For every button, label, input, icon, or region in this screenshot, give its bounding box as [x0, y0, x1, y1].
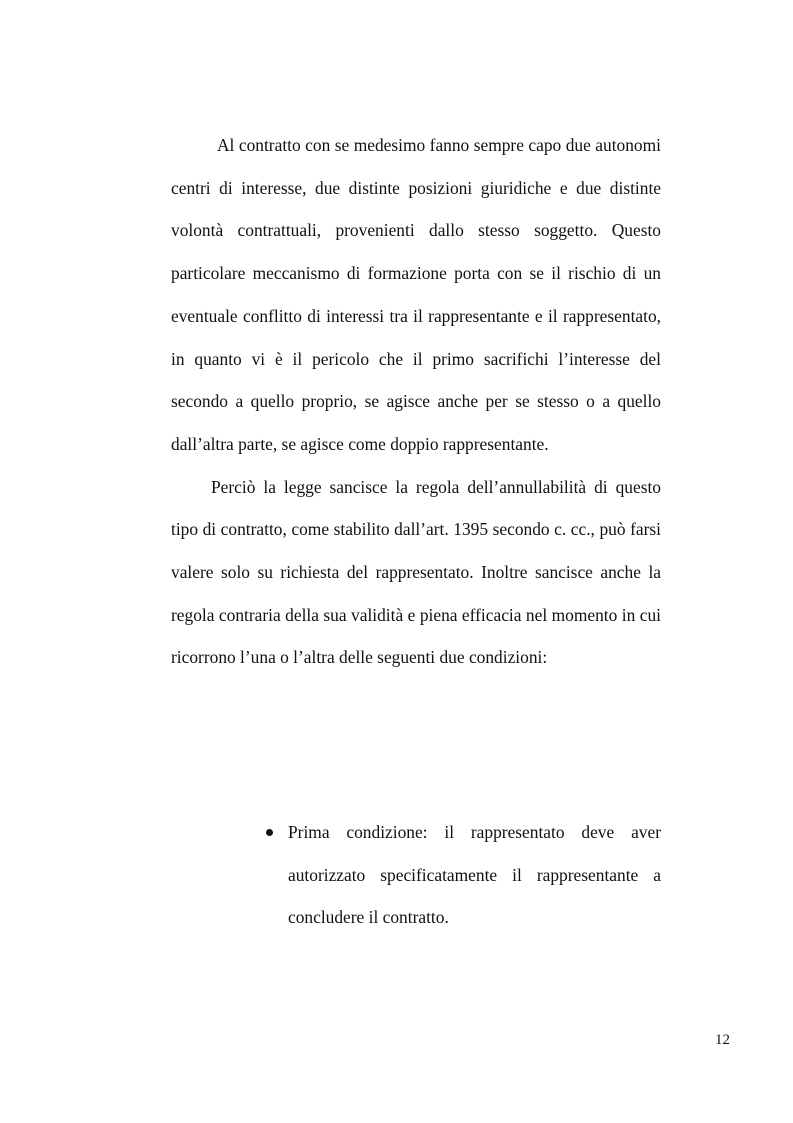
- paragraph-annullability-rule: Perciò la legge sancisce la regola dell’annullabilità di questo tipo di contratto, come stabilito dall’art. 1395 secondo c. cc., può farsi valere solo su richiesta del rappresentato. Inoltre sancisce anche la regola contraria della sua validità e piena efficacia nel momento in cui ricorrono l’una o l’altra delle seguenti due condizioni:: [171, 476, 661, 668]
- page-number: 12: [715, 1032, 730, 1048]
- paragraph-conflict-of-interest: Al contratto con se medesimo fanno sempre capo due autonomi centri di interesse, due distinte posizioni giuridiche e due distinte volontà contrattuali, provenienti dallo stesso soggetto. Questo particolare meccanismo di formazione porta con se il rischio di un eventuale conflitto di interessi tra il rappresentante e il rappresentato, in quanto vi è il pericolo che il primo sacrifichi l’interesse del secondo a quello proprio, se agisce anche per se stesso o a quello dall’altra parte, se agisce come doppio rappresentante.: [171, 135, 661, 454]
- list-item: [262, 811, 661, 939]
- bullet-icon: [266, 829, 273, 836]
- bullet-text: Prima condizione: il rappresentato deve aver autorizzato specificatamente il rappresentante a concludere il contratto.: [288, 822, 661, 928]
- conditions-list: [262, 811, 661, 939]
- body-text: [171, 124, 661, 679]
